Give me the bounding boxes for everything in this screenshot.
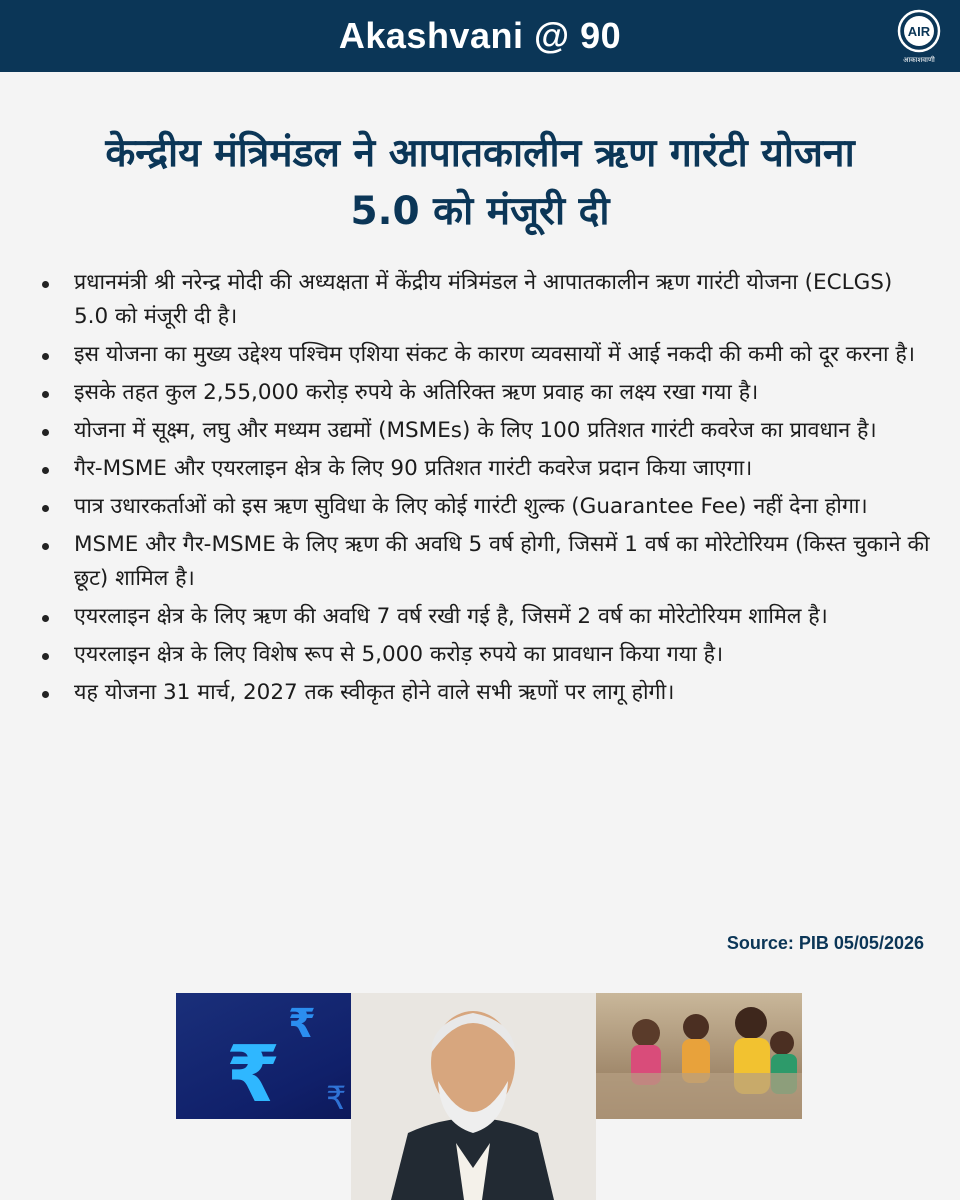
point-text: एयरलाइन क्षेत्र के लिए ऋण की अवधि 7 वर्ष रखी गई है, जिसमें 2 वर्ष का मोरेटोरियम शामिल है।: [74, 604, 828, 629]
feature-photo: [176, 993, 802, 1200]
list-item: [28, 266, 933, 334]
rupee-symbol-small: ₹: [326, 1079, 347, 1117]
rupee-symbol-mid: ₹: [288, 1001, 316, 1047]
bullet-icon: [42, 543, 49, 550]
point-text: पात्र उधारकर्ताओं को इस ऋण सुविधा के लिए कोई गारंटी शुल्क (Guarantee Fee) नहीं देना होगा।: [74, 494, 868, 519]
point-text: इस योजना का मुख्य उद्देश्य पश्चिम एशिया संकट के कारण व्यवसायों में आई नकदी की कमी को दूर करना है।: [74, 342, 915, 367]
headline-line-1: केन्द्रीय मंत्रिमंडल ने आपातकालीन ऋण गारंटी योजना: [105, 131, 855, 176]
akashvani-logo: [896, 8, 942, 64]
list-item: [28, 676, 933, 710]
list-item: [28, 376, 933, 410]
logo-mark: AIR: [907, 24, 931, 39]
bullet-icon: [42, 505, 49, 512]
header-title: Akashvani @ 90: [338, 15, 622, 56]
bullet-icon: [42, 353, 49, 360]
bullet-icon: [42, 281, 49, 288]
headline: [0, 125, 960, 241]
list-item: [28, 600, 933, 634]
logo-label: आकाशवाणी: [903, 56, 935, 64]
point-text: गैर-MSME और एयरलाइन क्षेत्र के लिए 90 प्रतिशत गारंटी कवरेज प्रदान किया जाएगा।: [74, 456, 753, 481]
bullet-icon: [42, 653, 49, 660]
point-text: प्रधानमंत्री श्री नरेन्द्र मोदी की अध्यक्षता में केंद्रीय मंत्रिमंडल ने आपातकालीन ऋण गारंटी योजना (ECLGS) 5.0 को मंजूरी दी है।: [74, 270, 893, 329]
list-item: [28, 638, 933, 672]
bullet-icon: [42, 615, 49, 622]
bullet-icon: [42, 467, 49, 474]
headline-line-2: 5.0 को मंजूरी दी: [350, 189, 610, 234]
bullet-icon: [42, 391, 49, 398]
list-item: [28, 414, 933, 448]
point-text: यह योजना 31 मार्च, 2027 तक स्वीकृत होने वाले सभी ऋणों पर लागू होगी।: [74, 680, 675, 705]
bullet-icon: [42, 691, 49, 698]
key-points-list: [28, 266, 933, 714]
source-credit: Source: PIB 05/05/2026: [726, 933, 924, 953]
point-text: एयरलाइन क्षेत्र के लिए विशेष रूप से 5,000 करोड़ रुपये का प्रावधान किया गया है।: [74, 642, 724, 667]
bullet-icon: [42, 429, 49, 436]
point-text: योजना में सूक्ष्म, लघु और मध्यम उद्यमों (MSMEs) के लिए 100 प्रतिशत गारंटी कवरेज का प्रावधान है।: [74, 418, 877, 443]
rupee-symbol-large: ₹: [226, 1030, 281, 1120]
list-item: [28, 490, 933, 524]
list-item: [28, 338, 933, 372]
header-bar: [0, 0, 960, 72]
list-item: [28, 528, 933, 596]
point-text: MSME और गैर-MSME के लिए ऋण की अवधि 5 वर्ष होगी, जिसमें 1 वर्ष का मोरेटोरियम (किस्त चुकाने की छूट) शामिल है।: [74, 532, 930, 591]
point-text: इसके तहत कुल 2,55,000 करोड़ रुपये के अतिरिक्त ऋण प्रवाह का लक्ष्य रखा गया है।: [74, 380, 759, 405]
list-item: [28, 452, 933, 486]
